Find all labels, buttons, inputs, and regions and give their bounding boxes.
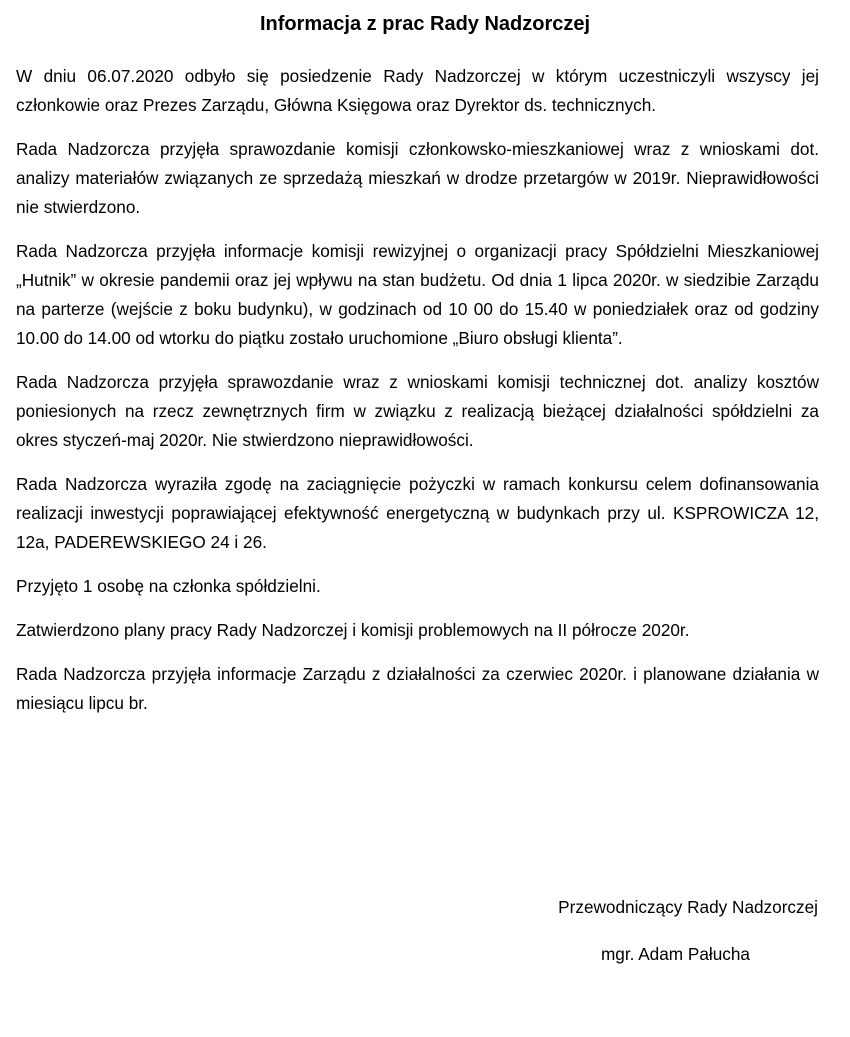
paragraph-meeting: W dniu 06.07.2020 odbyło się posiedzenie Rady Nadzorczej w którym uczestniczyli wszyscy jej członkowie oraz Prezes Zarządu, Główna Księgowa oraz Dyrektor ds. technicznych. bbox=[16, 66, 819, 115]
signature-role: Przewodniczący Rady Nadzorczej bbox=[558, 897, 818, 917]
paragraph-work-plans: Zatwierdzono plany pracy Rady Nadzorczej i komisji problemowych na II półrocze 2020r. bbox=[16, 620, 690, 640]
paragraph-new-member: Przyjęto 1 osobę na członka spółdzielni. bbox=[16, 576, 321, 596]
signature-name: mgr. Adam Pałucha bbox=[600, 944, 750, 964]
document-body bbox=[16, 62, 819, 733]
document-title: Informacja z prac Rady Nadzorczej bbox=[259, 13, 591, 35]
paragraph-technical-commission: Rada Nadzorcza przyjęła sprawozdanie wraz z wnioskami komisji technicznej dot. analizy kosztów poniesionych na rzecz zewnętrznych firm w związku z realizacją bieżącej działalności spółdzielni za okres styczeń-maj 2020r. Nie stwierdzono nieprawidłowości. bbox=[16, 372, 819, 450]
paragraph-loan: Rada Nadzorcza wyraziła zgodę na zaciągnięcie pożyczki w ramach konkursu celem dofinansowania realizacji inwestycji poprawiającej efektywność energetyczną w budynkach przy ul. KSPROWICZA 12, 12a, PADEREWSKIEGO 24 i 26. bbox=[16, 474, 819, 552]
paragraph-audit-commission: Rada Nadzorcza przyjęła informacje komisji rewizyjnej o organizacji pracy Spółdzielni Mieszkaniowej „Hutnik” w okresie pandemii oraz jej wpływu na stan budżetu. Od dnia 1 lipca 2020r. w siedzibie Zarządu na parterze (wejście z boku budynku), w godzinach od 10 00 do 15.40 w poniedziałek oraz od godziny 10.00 do 14.00 od wtorku do piątku zostało uruchomione „Biuro obsługi klienta”. bbox=[16, 241, 819, 348]
paragraph-membership-commission: Rada Nadzorcza przyjęła sprawozdanie komisji członkowsko-mieszkaniowej wraz z wnioskami dot. analizy materiałów związanych ze sprzedażą mieszkań w drodze przetargów w 2019r. Nieprawidłowości nie stwierdzono. bbox=[16, 139, 819, 217]
paragraph-board-report: Rada Nadzorcza przyjęła informacje Zarządu z działalności za czerwiec 2020r. i planowane działania w miesiącu lipcu br. bbox=[16, 664, 819, 713]
